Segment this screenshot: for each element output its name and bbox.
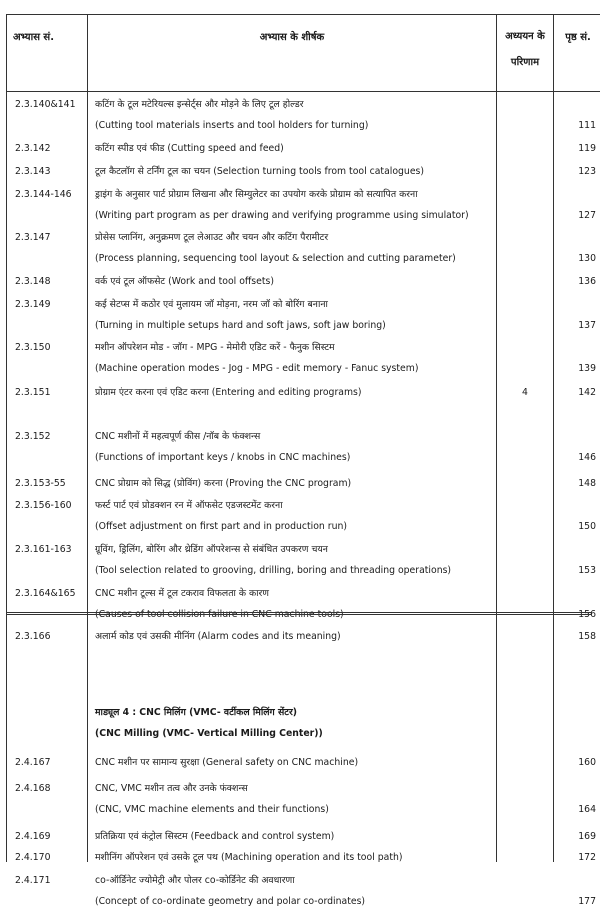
exercise-title-english: (CNC, VMC machine elements and their functions) <box>95 803 494 816</box>
exercise-number: 2.4.171 <box>15 874 87 887</box>
exercise-number: 2.3.149 <box>15 298 87 311</box>
page-number: 142 <box>554 386 600 399</box>
exercise-title-hindi: CNC प्रोग्राम को सिद्ध (प्रोविंग) करना (Proving the CNC program) <box>95 477 494 490</box>
exercise-number: 2.3.153-55 <box>15 477 87 490</box>
exercise-number: 2.3.143 <box>15 165 87 178</box>
col-outcome <box>497 92 554 863</box>
exercise-title <box>95 543 494 577</box>
module-heading-hindi: माड्यूल 4 : CNC मिलिंग (VMC- वर्टीकल मिलिंग सेंटर) <box>95 706 494 719</box>
exercise-title <box>95 142 494 155</box>
page-number: 130 <box>554 252 600 265</box>
exercise-number: 2.3.148 <box>15 275 87 288</box>
exercise-title-hindi: कई सेटप्स में कठोर एवं मुलायम जॉ मोड़ना, नरम जॉ को बोरिंग बनाना <box>95 298 494 311</box>
exercise-title <box>95 830 494 843</box>
exercise-title-english: (Turning in multiple setups hard and soft jaws, soft jaw boring) <box>95 319 494 332</box>
exercise-number: 2.3.161-163 <box>15 543 87 556</box>
exercise-title-hindi: प्रोग्राम एंटर करना एवं एडिट करना (Entering and editing programs) <box>95 386 494 399</box>
exercise-title-hindi: ड्राइंग के अनुसार पार्ट प्रोग्राम लिखना और सिम्युलेटर का उपयोग करके प्रोग्राम को सत्यापित करना <box>95 188 494 201</box>
header-title: अभ्यास के शीर्षक <box>88 15 497 92</box>
exercise-number: 2.3.151 <box>15 386 87 399</box>
exercise-title <box>95 165 494 178</box>
header-outcome: अध्ययन के परिणाम <box>497 15 554 92</box>
page-number: 177 <box>554 895 600 908</box>
exercise-title <box>95 275 494 288</box>
page-number: 153 <box>554 564 600 577</box>
exercise-title-hindi: CNC मशीनों में महत्वपूर्ण कीस /नॉब के फंक्शन्स <box>95 430 494 443</box>
exercise-title <box>95 386 494 399</box>
exercise-title-english: (Offset adjustment on first part and in production run) <box>95 520 494 533</box>
module-divider <box>6 612 592 615</box>
exercise-title-hindi: प्रतिक्रिया एवं कंट्रोल सिस्टम (Feedback and control system) <box>95 830 494 843</box>
exercise-title-hindi: अलार्म कोड एवं उसकी मीनिंग (Alarm codes and its meaning) <box>95 630 494 643</box>
exercise-title <box>95 756 494 769</box>
exercise-title-english: (Concept of co-ordinate geometry and polar co-ordinates) <box>95 895 494 908</box>
exercise-number: 2.3.152 <box>15 430 87 443</box>
index-table-page <box>6 14 592 848</box>
exercise-title-english: (Functions of important keys / knobs in CNC machines) <box>95 451 494 464</box>
exercise-number: 2.3.150 <box>15 341 87 354</box>
exercise-title-hindi: मशीनिंग ऑपरेशन एवं उसके टूल पथ (Machining operation and its tool path) <box>95 851 494 864</box>
exercise-number: 2.3.144-146 <box>15 188 87 201</box>
page-number: 127 <box>554 209 600 222</box>
page-number: 156 <box>554 608 600 621</box>
page-number: 172 <box>554 851 600 864</box>
col-page <box>554 92 600 863</box>
page-number: 123 <box>554 165 600 178</box>
exercise-title <box>95 298 494 332</box>
exercise-number: 2.3.166 <box>15 630 87 643</box>
page-number: 119 <box>554 142 600 155</box>
exercise-title <box>95 231 494 265</box>
exercise-title-english: (Process planning, sequencing tool layout & selection and cutting parameter) <box>95 252 494 265</box>
col-ex-no <box>7 92 88 863</box>
exercise-index-table <box>6 14 600 862</box>
exercise-number: 2.4.168 <box>15 782 87 795</box>
col-title <box>88 92 497 863</box>
exercise-title-hindi: वर्क एवं टूल ऑफसेट (Work and tool offsets) <box>95 275 494 288</box>
exercise-title <box>95 188 494 222</box>
exercise-number: 2.3.142 <box>15 142 87 155</box>
exercise-number: 2.4.169 <box>15 830 87 843</box>
exercise-title <box>95 98 494 132</box>
learning-outcome-value: 4 <box>497 386 553 399</box>
exercise-title <box>95 587 494 621</box>
exercise-number: 2.3.164&165 <box>15 587 87 600</box>
page-number: 139 <box>554 362 600 375</box>
exercise-title-hindi: CNC मशीन टूल्स में टूल टकराव विफलता के कारण <box>95 587 494 600</box>
page-number: 158 <box>554 630 600 643</box>
exercise-title-hindi: CNC, VMC मशीन तत्व और उनके फंक्शन्स <box>95 782 494 795</box>
exercise-title <box>95 341 494 375</box>
module-heading <box>95 706 494 740</box>
exercise-title <box>95 430 494 464</box>
page-number: 111 <box>554 119 600 132</box>
page-number: 160 <box>554 756 600 769</box>
exercise-title-hindi: कटिंग स्पीड एवं फीड (Cutting speed and feed) <box>95 142 494 155</box>
exercise-title-english: (Cutting tool materials inserts and tool holders for turning) <box>95 119 494 132</box>
exercise-title-english: (Writing part program as per drawing and verifying programme using simulator) <box>95 209 494 222</box>
exercise-title-english: (Tool selection related to grooving, drilling, boring and threading operations) <box>95 564 494 577</box>
page-number: 164 <box>554 803 600 816</box>
exercise-title <box>95 499 494 533</box>
exercise-title-hindi: फर्स्ट पार्ट एवं प्रोडक्शन रन में ऑफसेट एडजस्टमेंट करना <box>95 499 494 512</box>
page-number: 136 <box>554 275 600 288</box>
page-number: 169 <box>554 830 600 843</box>
exercise-title-hindi: CNC मशीन पर सामान्य सुरक्षा (General safety on CNC machine) <box>95 756 494 769</box>
module-heading-english: (CNC Milling (VMC- Vertical Milling Center)) <box>95 727 494 740</box>
exercise-title-hindi: co-ऑर्डिनेट ज्योमेट्री और पोलर co-कोर्डिनेट की अवधारणा <box>95 874 494 887</box>
table-header-row <box>7 15 600 92</box>
exercise-title-english: (Causes of tool collision failure in CNC machine tools) <box>95 608 494 621</box>
exercise-number: 2.3.147 <box>15 231 87 244</box>
exercise-title <box>95 477 494 490</box>
exercise-title <box>95 782 494 816</box>
exercise-title-hindi: मशीन ऑपरेशन मोड - जॉग - MPG - मेमोरी एडिट करें - फैनुक सिस्टम <box>95 341 494 354</box>
page-number: 148 <box>554 477 600 490</box>
exercise-number: 2.4.167 <box>15 756 87 769</box>
exercise-number: 2.4.170 <box>15 851 87 864</box>
exercise-title-hindi: प्रोसेस प्लानिंग, अनुक्रमण टूल लेआउट और चयन और कटिंग पैरामीटर <box>95 231 494 244</box>
page-number: 137 <box>554 319 600 332</box>
exercise-title <box>95 874 494 908</box>
exercise-title-hindi: टूल कैटलॉग से टर्निंग टूल का चयन (Selection turning tools from tool catalogues) <box>95 165 494 178</box>
exercise-number: 2.3.156-160 <box>15 499 87 512</box>
exercise-title-hindi: कटिंग के टूल मटेरियल्स इन्सेर्ट्स और मोड़ने के लिए टूल होल्डर <box>95 98 494 111</box>
exercise-title <box>95 851 494 864</box>
header-page: पृष्ठ सं. <box>554 15 600 92</box>
exercise-title-hindi: ग्रूविंग, ड्रिलिंग, बोरिंग और थ्रेडिंग ऑपरेशन्स से संबंधित उपकरण चयन <box>95 543 494 556</box>
page-number: 146 <box>554 451 600 464</box>
exercise-title-english: (Machine operation modes - Jog - MPG - edit memory - Fanuc system) <box>95 362 494 375</box>
header-ex-no: अभ्यास सं. <box>7 15 88 92</box>
exercise-number: 2.3.140&141 <box>15 98 87 111</box>
exercise-title <box>95 630 494 643</box>
page-number: 150 <box>554 520 600 533</box>
